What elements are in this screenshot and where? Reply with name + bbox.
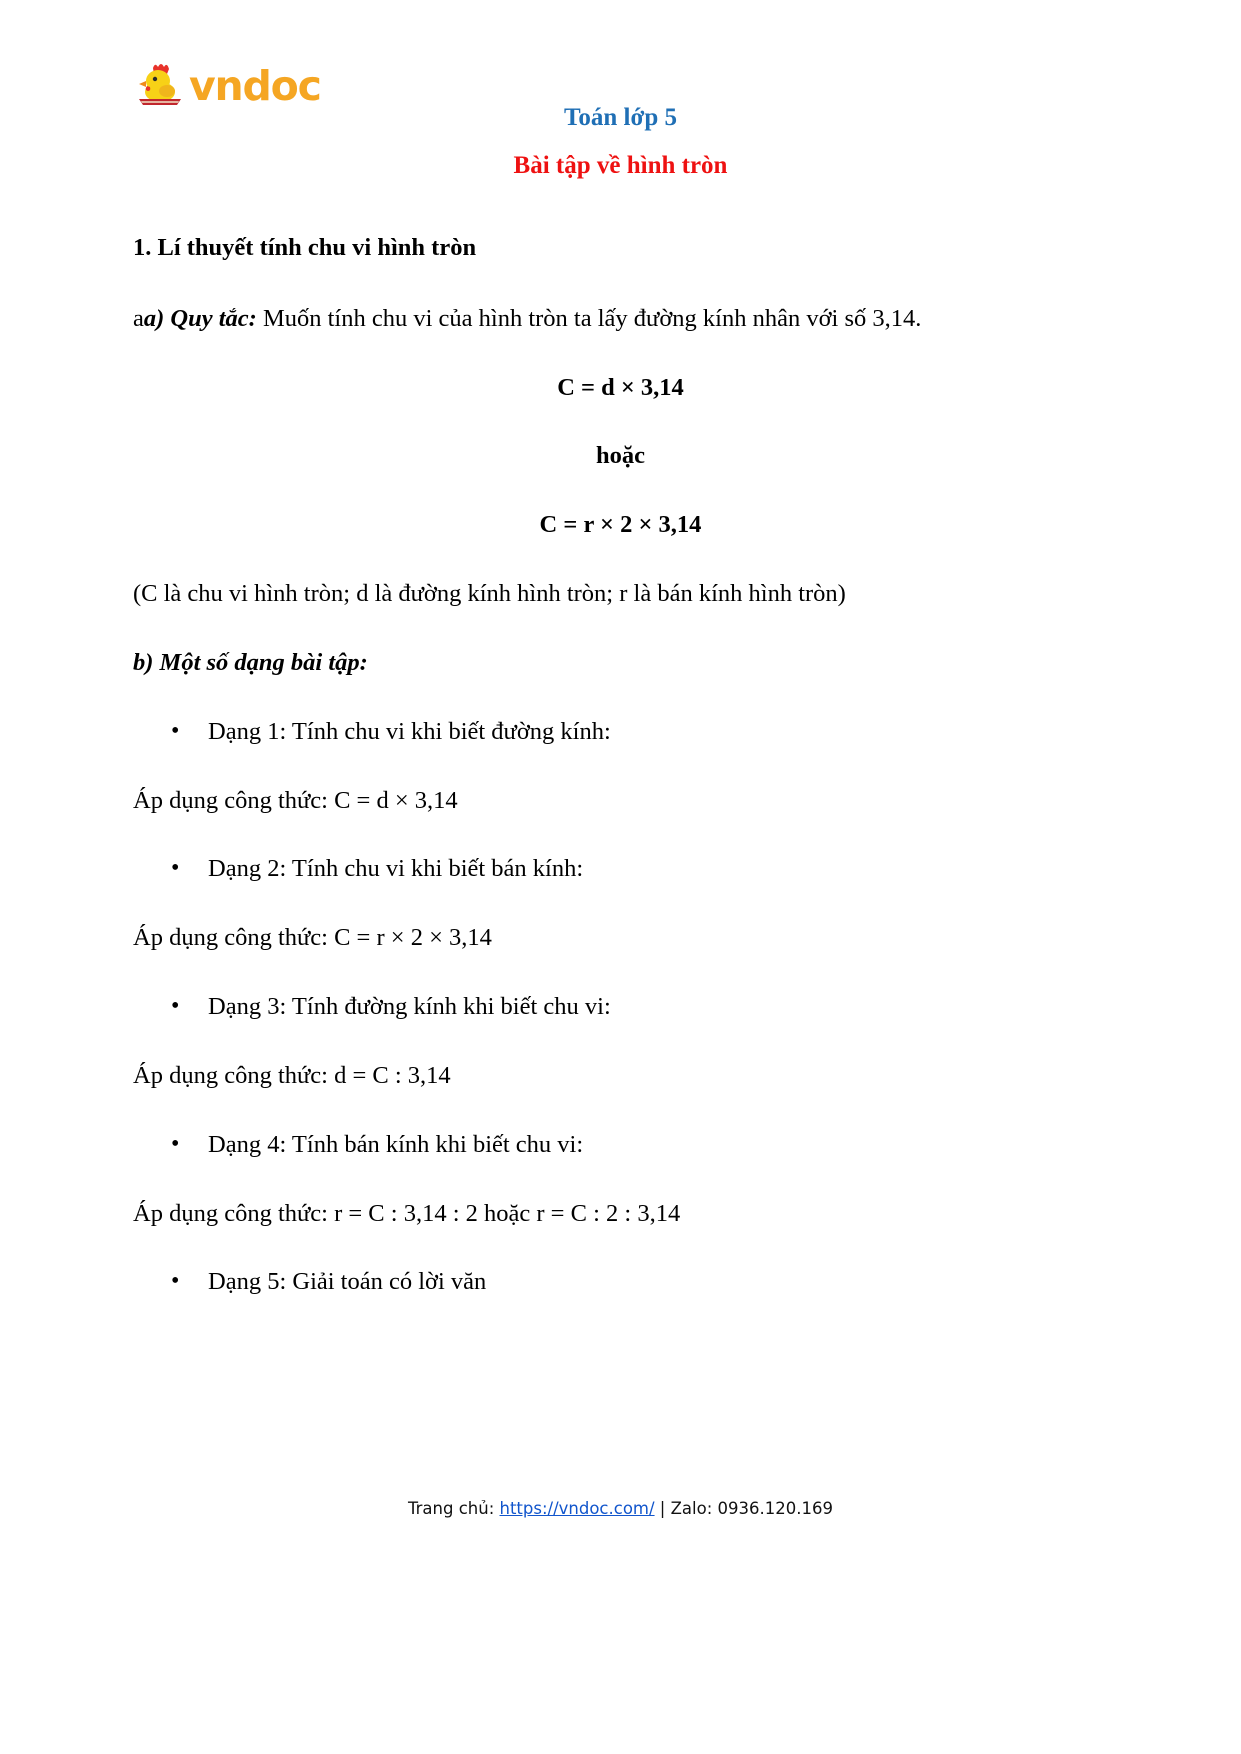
rule-paragraph <box>133 303 1108 336</box>
footer-home-link[interactable]: https://vndoc.com/ <box>499 1499 655 1518</box>
footer-separator: | <box>654 1499 671 1518</box>
formula-radius: C = r × 2 × 3,14 <box>539 511 702 539</box>
formula-diameter: C = d × 3,14 <box>557 373 684 401</box>
list-item: • Dạng 1: Tính chu vi khi biết đường kính: <box>133 716 1108 749</box>
applied-formula-4: Áp dụng công thức: r = C : 3,14 : 2 hoặc r = C : 2 : 3,14 <box>133 1199 681 1227</box>
page-title: Toán lớp 5 <box>564 104 677 131</box>
formula-or-label: hoặc <box>596 442 645 470</box>
footer-zalo: Zalo: 0936.120.169 <box>670 1499 833 1518</box>
page-footer <box>0 1499 1241 1518</box>
page-subtitle: Bài tập về hình tròn <box>513 152 728 179</box>
section-heading-types: b) Một số dạng bài tập: <box>133 648 368 676</box>
applied-formula-2: Áp dụng công thức: C = r × 2 × 3,14 <box>133 924 492 952</box>
type-list-5 <box>133 1266 1108 1299</box>
section-heading-theory: 1. Lí thuyết tính chu vi hình tròn <box>133 234 477 261</box>
footer-home-label: Trang chủ: <box>407 1499 500 1518</box>
applied-formula-1: Áp dụng công thức: C = d × 3,14 <box>133 786 458 814</box>
logo-wordmark: vndoc <box>189 61 321 110</box>
list-item: • Dạng 5: Giải toán có lời văn <box>133 1266 1108 1299</box>
applied-formula-3: Áp dụng công thức: d = C : 3,14 <box>133 1061 451 1089</box>
type-list-4 <box>133 1129 1108 1162</box>
list-item: • Dạng 4: Tính bán kính khi biết chu vi: <box>133 1129 1108 1162</box>
type-list-1 <box>133 716 1108 749</box>
type-list-2 <box>133 853 1108 886</box>
type-list-3 <box>133 991 1108 1024</box>
list-item: • Dạng 3: Tính đường kính khi biết chu vi: <box>133 991 1108 1024</box>
rule-text: Muốn tính chu vi của hình tròn ta lấy đường kính nhân với số 3,14. <box>256 304 922 332</box>
rule-prefix: a <box>133 304 144 332</box>
document-body <box>133 232 1108 1335</box>
rule-label: a) Quy tắc: <box>143 304 257 332</box>
formula-legend: (C là chu vi hình tròn; d là đường kính hình tròn; r là bán kính hình tròn) <box>133 580 846 608</box>
list-item: • Dạng 2: Tính chu vi khi biết bán kính: <box>133 853 1108 886</box>
